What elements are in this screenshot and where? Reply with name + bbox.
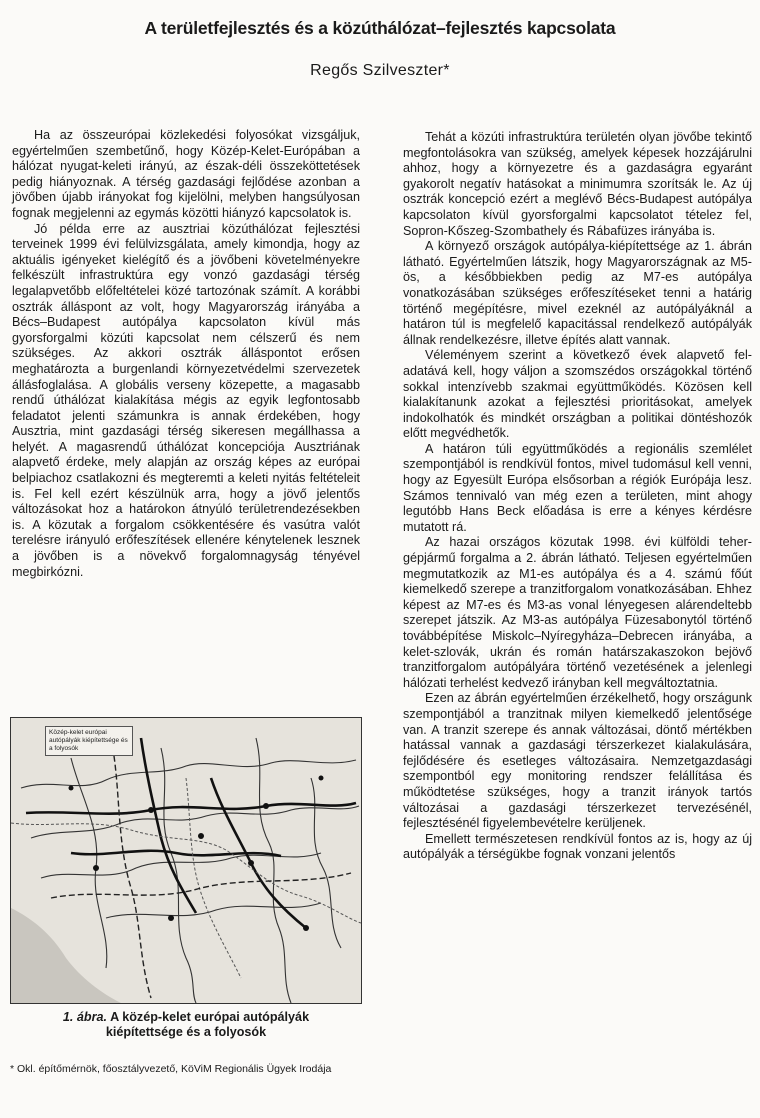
left-paragraph-1: Ha az összeurópai közlekedési folyosókat vizsgáljuk, egyértelműen szembetűnő, hogy Közép-Kelet-Európában a hálózat nyugat-keleti irányú, az észak-déli összeköttetések pedig hiányoznak. A térség gazdasági fejlődése azonban a jövőben újabb irányokat fog kijelölni, melyben hangsúlyosan fognak megjelenni az egymás közötti hiányzó kapcsolatok is. [12, 128, 360, 220]
right-paragraph-6: Ezen az ábrán egyértelműen érzékelhető, hogy országunk szempontjából a tranzitnak milyen kiemelkedő jelentősége van. A tranzit szerepe és annak változásai, döntő mértékben hatással vannak a gazdasági térszerkezet kialakulására, fejlődésére és esetleges változásaira. Nemzetgazdasági szempontból egy monitoring rendszer felállítása és működtetése szükséges, hogy a tranzit irányok tartós változásai a gazdasági térszerkezet tervezésénél, fejlesztésénél figyelembevételre kerüljenek. [403, 691, 752, 831]
right-paragraph-3: Véleményem szerint a következő évek alapvető feladatává kell, hogy váljon a szomszédos országokkal történő sokkal intenzívebb szakmai együttműködés. Közösen kell kialakítanunk azokat a fejlesztési prioritásokat, amelyek indokolhatók és mindkét országban a politikai döntéshozók előtt megvédhetők. [403, 348, 752, 441]
map-legend: Közép-kelet európai autópályák kiépítettsége és a folyosók [45, 726, 133, 756]
map-illustration [11, 718, 361, 1003]
right-paragraph-1: Tehát a közúti infrastruktúra területén olyan jövőbe tekintő megfontolásokra van szükség, amelyek képesek hozzájárulni ahhoz, hogy a környezetre és a gazdaságra egyaránt gyakorolt negatív hatásokat a minimumra szorítsák le. Az új osztrák koncepció ezért a meglévő Bécs-Budapest autópálya kapcsolaton kívül gyorsforgalmi kapcsolatot tételez fel, Sopron-Kőszeg-Szombathely és Rábafüzes irányába is. [403, 130, 752, 238]
left-column [12, 128, 360, 580]
figure-caption [10, 1010, 362, 1040]
map-image [10, 717, 362, 1004]
right-paragraph-7: Emellett természetesen rendkívül fontos az is, hogy az új autópályák a térségükbe fognak vonzani jelentős [403, 831, 752, 862]
left-paragraph-2: Jó példa erre az ausztriai közúthálózat fejlesztési terveinek 1999 évi felülvizsgálata, amely kimondja, hogy az aktuális igényeket kielégítő és a jövőbeni követelményekre felkészült infrastruktúra egy vonzó gazdasági térség legalapvetőbb előfeltételei közé tartozónak számít. A korábbi osztrák álláspont az volt, hogy Magyarország irányába a Bécs–Budapest autópálya kapcsolaton kívül más gyorsforgalmi közúti kapcsolat nem célszerű és nem szükséges. Az akkori osztrák álláspontot erősen meghatározta a burgenlandi környezetvédelmi szervezetek állásfoglalása. A globális verseny közepette, a magasabb rendű úthálózat kialakítása mégis az egyik legfontosabb feladatot jelenti számunkra is annak érdekében, hogy Ausztria, mint gazdasági térség sikeresen megállhassa a helyét. A magasrendű úthálózat koncepciója Ausztriának alapvető érdeke, mely alapján az ország képes az európai belpiachoz csatlakozni és megteremti a keleti nyitás feltételeit is. Fel kell ezért készülnük arra, hogy a jövő jelentős változásokat hoz a határokon átnyúló területrendezésekben is. A közutak a forgalom csökkentésére és vasútra valót terelésre irányuló erőfeszítések ellenére kénytelenek lesznek a jövőben is a növekvő forgalomnagyság tényével megbirkózni. [12, 221, 360, 579]
figure-caption-line-2: kiépítettsége és a folyosók [105, 1025, 267, 1039]
figure-1 [10, 717, 362, 1040]
figure-caption-line-1: A közép-kelet európai autópályák [110, 1010, 310, 1024]
footnote: * Okl. építőmérnök, főosztályvezető, KöViM Regionális Ügyek Irodája [10, 1063, 332, 1075]
right-paragraph-2: A környező országok autópálya-kiépítettsége az 1. ábrán látható. Egyértelműen látszik, hogy Magyarországnak az M5-ös, a későbbiekben pedig az M7-es autópálya vonatkozásában szükséges erőfeszítéseket tenni a határig történő megépítésre, mivel ezeknél az autópályáknál a határon túl is megfelelő kapacitással rendelkező autópályák állnak rendelkezésre, illetve építés alatt vannak. [403, 239, 752, 347]
figure-number: 1. ábra. [62, 1010, 108, 1024]
right-paragraph-4: A határon túli együttműködés a regionális szemlélet szempontjából is rendkívül fontos, mivel tudomásul kell venni, hogy az Egyesült Európa elsősorban a régiók Európája lesz. Számos tennivaló van még ezen a területen, mint ahogy legutóbb Hans Beck előadása is erre a kényes kérdésre mutatott rá. [403, 441, 752, 534]
right-column [403, 130, 752, 863]
right-paragraph-5: Az hazai országos közutak 1998. évi külföldi tehergépjármű forgalma a 2. ábrán látható. Teljesen egyértelműen megmutatkozik az M1-es autópálya és a 4. számú főút kiemelkedő szerepe a tranzitforgalom vonatkozásában. Ehhez képest az M7-es és M3-as vonal lényegesen alárendeltebb szerepet játszik. Az M3-as autópálya Füzesabonytól történő továbbépítése Miskolc–Nyíregyháza–Debrecen irányába, a kelet-szlovák, ukrán és román határszakaszokon bejövő tranzitforgalom autópályára történő vezetésének a jelenlegi hálózati terhelést kedvező irányban kell megváltoztatnia. [403, 535, 752, 690]
article-title: A területfejlesztés és a közúthálózat–fejlesztés kapcsolata [144, 18, 616, 38]
author-name: Regős Szilveszter* [310, 62, 450, 79]
